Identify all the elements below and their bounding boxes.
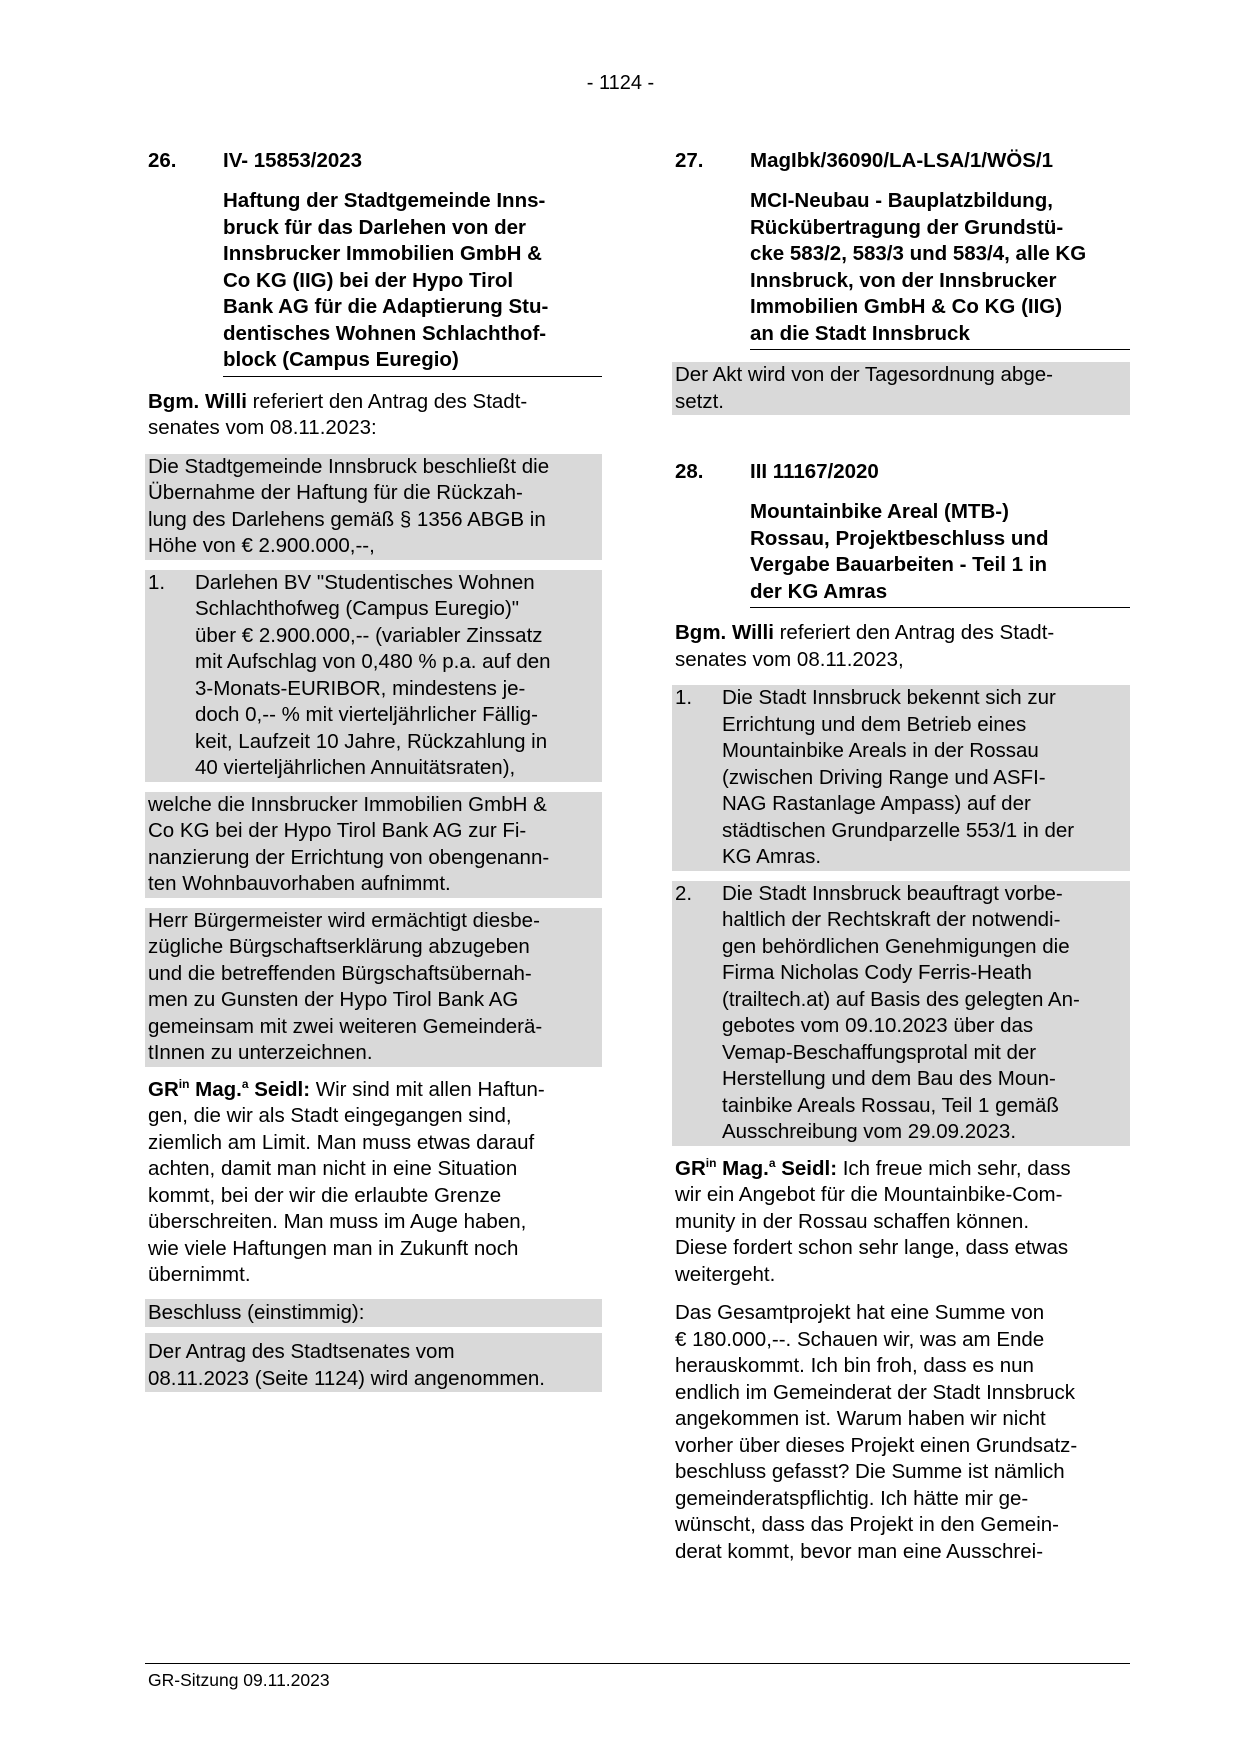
page-number: - 1124 - bbox=[586, 72, 655, 94]
speech-text: Ich freue mich sehr, dass wir ein Angebot für die Mountainbike-Com- munity in der Rossau schaffen können. Diese fordert schon sehr lange, dass etwas weitergeht. bbox=[675, 1156, 1071, 1286]
list-number: 1. bbox=[675, 686, 693, 709]
speaker-sup-in: in bbox=[178, 1076, 190, 1091]
list-number: 1. bbox=[148, 570, 166, 594]
decision-text: Der Antrag des Stadtsenates vom 08.11.2023 (Seite 1124) wird angenommen. bbox=[145, 1333, 602, 1392]
speaker-mag: Mag. bbox=[189, 1077, 242, 1101]
speaker-surname: Seidl: bbox=[775, 1156, 838, 1180]
motion-list-item bbox=[145, 570, 602, 782]
speaker-gr: GR bbox=[675, 1156, 706, 1180]
list-text: Die Stadt Innsbruck beauftragt vorbe- haltlich der Rechtskraft der notwendi- gen behördlichen Genehmigungen die Firma Nicholas Cody Ferris-Heath (trailtech.at) auf Basis des gelegten An- gebotes vom 09.10.2023 über das Vemap-Beschaffungsprotal mit der Herstellung und dem Bau des Moun- tainbike Areals Rossau, Teil 1 gemäß Ausschreibung vom 29.09.2023. bbox=[722, 881, 1080, 1143]
item-number: 26. bbox=[148, 149, 177, 172]
list-text: Die Stadt Innsbruck bekennt sich zur Errichtung und dem Betrieb eines Mountainbike Areals in der Rossau (zwischen Driving Range und ASFI- NAG Rastanlage Ampass) auf der städtischen Grundparzelle 553/1 in der KG Amras. bbox=[722, 686, 1075, 868]
right-column bbox=[672, 148, 1130, 1565]
list-text: Darlehen BV "Studentisches Wohnen Schlachthofweg (Campus Euregio)" über € 2.900.000,-- (variabler Zinssatz mit Aufschlag von 0,480 % p.a. auf den 3-Monats-EURIBOR, mindestens je- doch 0,-- % mit vierteljährlicher Fällig- keit, Laufzeit 10 Jahre, Rückzahlung in 40 vierteljährlichen Annuitätsraten), bbox=[195, 570, 551, 779]
motion-text-3: Herr Bürgermeister wird ermächtigt diesbe- zügliche Bürgschaftserklärung abzugeben und die betreffenden Bürgschaftsübernah- men zu Gunsten der Hypo Tirol Bank AG gemeinsam mit zwei weiteren Gemeinderä- tInnen zu unterzeichnen. bbox=[145, 908, 602, 1067]
item-code: MagIbk/36090/LA-LSA/1/WÖS/1 bbox=[750, 149, 1054, 172]
decision-label: Beschluss (einstimmig): bbox=[145, 1299, 602, 1328]
motion-list-item-1 bbox=[672, 685, 1130, 871]
item-27-title: MCI-Neubau - Bauplatzbildung, Rückübertragung der Grundstü- cke 583/2, 583/3 und 583/4, alle KG Innsbruck, von der Innsbrucker Immobilien GmbH & Co KG (IIG) an die Stadt Innsbruck bbox=[750, 188, 1130, 350]
speaker-surname: Seidl: bbox=[248, 1077, 311, 1101]
item-26-title: Haftung der Stadtgemeinde Inns- bruck für das Darlehen von der Innsbrucker Immobilien GmbH & Co KG (IIG) bei der Hypo Tirol Bank AG für die Adaptierung Stu- dentisches Wohnen Schlachthof- block (Campus Euregio) bbox=[223, 188, 602, 377]
speaker-mag: Mag. bbox=[716, 1156, 769, 1180]
speech bbox=[145, 1077, 602, 1289]
motion-text: Die Stadtgemeinde Innsbruck beschließt die Übernahme der Haftung für die Rückzah- lung des Darlehens gemäß § 1356 ABGB in Höhe von € 2.900.000,--, bbox=[145, 454, 602, 560]
left-column bbox=[145, 148, 602, 1392]
item-27-header bbox=[672, 148, 1130, 174]
speaker-intro-line2: senates vom 08.11.2023, bbox=[675, 647, 904, 671]
item-code: IV- 15853/2023 bbox=[223, 149, 363, 172]
speaker-intro-text: referiert den Antrag des Stadt- bbox=[246, 389, 528, 413]
speech-text: Wir sind mit allen Haftun- gen, die wir als Stadt eingegangen sind, ziemlich am Limit. Man muss etwas darauf achten, damit man nicht in eine Situation kommt, bei der wir die erlaubte Grenze überschreiten. Man muss im Auge haben, wie viele Haftungen man in Zukunft noch übernimmt. bbox=[148, 1077, 545, 1286]
motion-list-item-2 bbox=[672, 881, 1130, 1146]
item-code: III 11167/2020 bbox=[750, 460, 879, 483]
speaker-intro-line2: senates vom 08.11.2023: bbox=[148, 416, 377, 439]
item-28-header bbox=[672, 459, 1130, 485]
speech-2: Das Gesamtprojekt hat eine Summe von € 180.000,--. Schauen wir, was am Ende herauskommt. Ich bin froh, dass es nun endlich im Gemeinderat der Stadt Innsbruck angekommen ist. Warum haben wir nicht vorher über dieses Projekt einen Grundsatz- beschluss gefasst? Die Summe ist nämlich gemeinderatspflichtig. Ich hätte mir ge- wünscht, dass das Projekt in den Gemein- derat kommt, bevor man eine Ausschrei- bbox=[675, 1301, 1078, 1563]
speaker-name: Bgm. Willi bbox=[675, 621, 774, 644]
item-27-note: Der Akt wird von der Tagesordnung abge- setzt. bbox=[672, 362, 1130, 415]
item-26-header bbox=[145, 148, 602, 174]
motion-text-2: welche die Innsbrucker Immobilien GmbH & Co KG bei der Hypo Tirol Bank AG zur Fi- nanzierung der Errichtung von obengenann- ten Wohnbauvorhaben aufnimmt. bbox=[145, 792, 602, 898]
item-number: 28. bbox=[675, 460, 704, 483]
speaker-intro bbox=[672, 620, 1130, 673]
speaker-intro bbox=[145, 389, 602, 442]
speaker-name: Bgm. Willi bbox=[148, 389, 247, 413]
speaker-label bbox=[675, 1157, 837, 1180]
item-number: 27. bbox=[675, 149, 704, 172]
speaker-sup-a: a bbox=[241, 1076, 249, 1091]
footer: GR-Sitzung 09.11.2023 bbox=[145, 1663, 1130, 1691]
speaker-gr: GR bbox=[148, 1077, 179, 1101]
speaker-intro-text: referiert den Antrag des Stadt- bbox=[773, 621, 1055, 644]
speech bbox=[672, 1156, 1130, 1289]
speaker-sup-a: a bbox=[768, 1155, 776, 1170]
item-28-title: Mountainbike Areal (MTB-) Rossau, Projektbeschluss und Vergabe Bauarbeiten - Teil 1 in der KG Amras bbox=[750, 499, 1130, 608]
speaker-label bbox=[148, 1078, 310, 1101]
list-number: 2. bbox=[675, 881, 693, 905]
speaker-sup-in: in bbox=[705, 1155, 717, 1170]
